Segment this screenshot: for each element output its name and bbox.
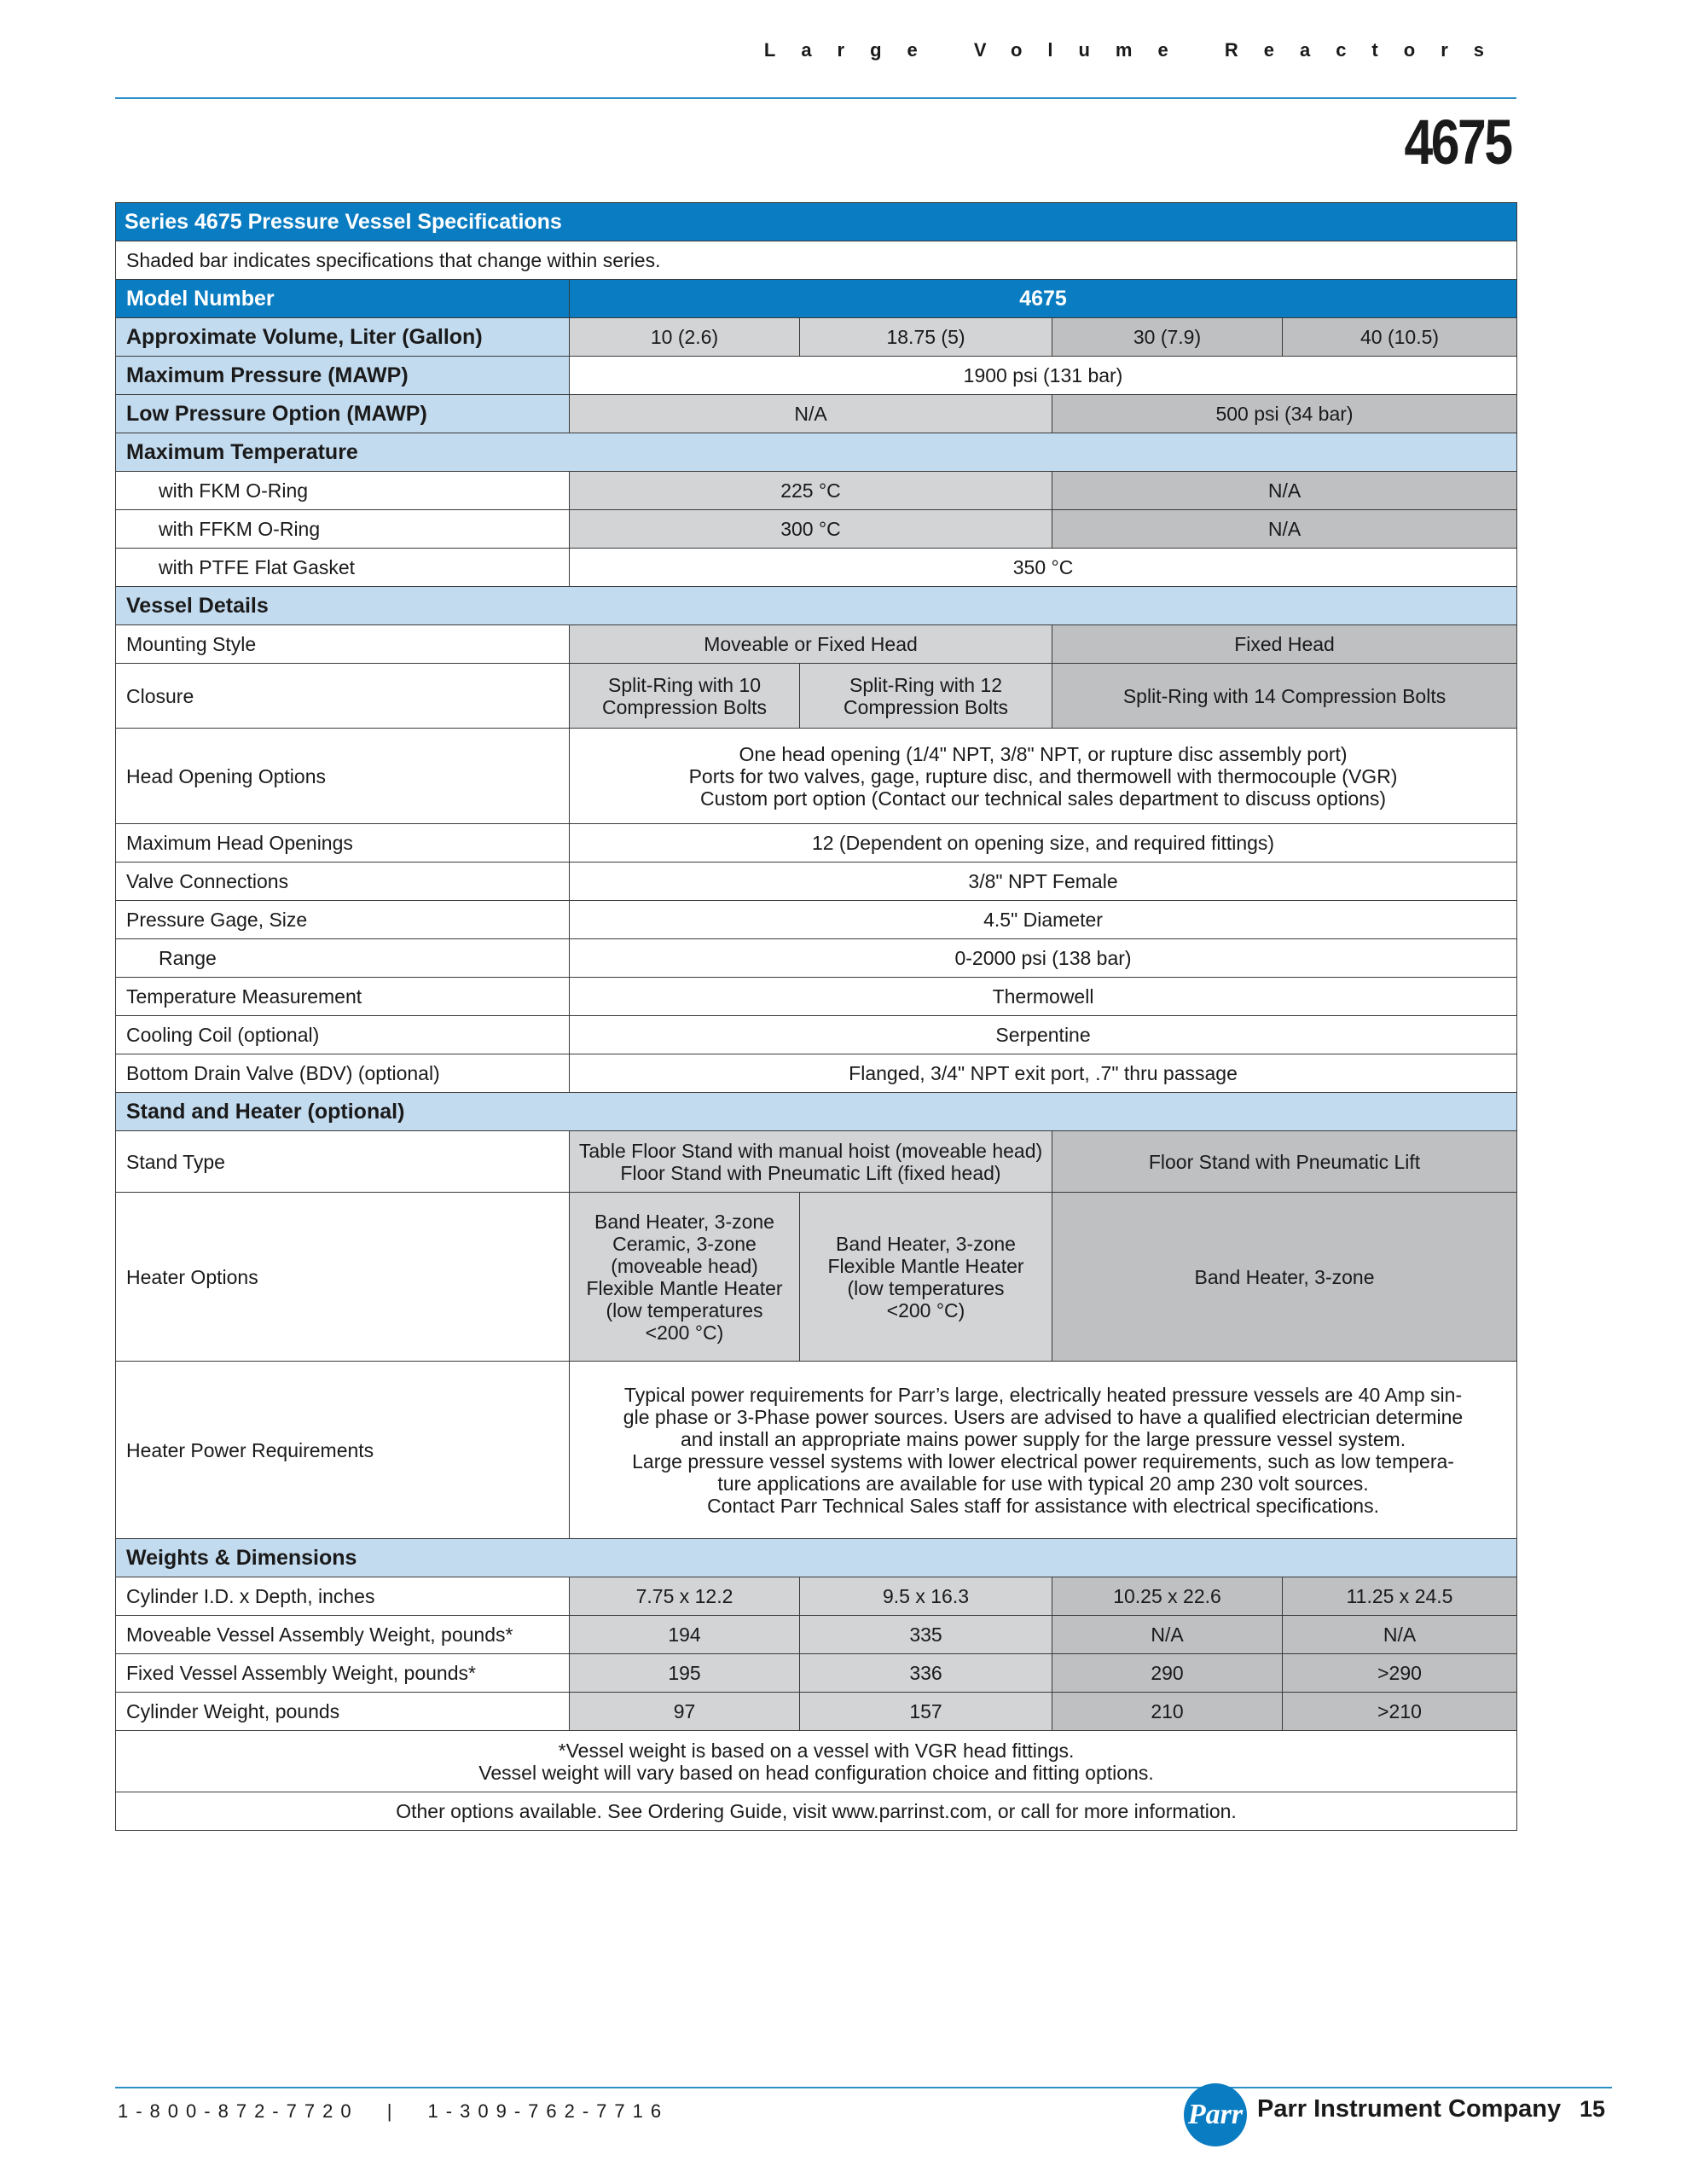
- stand-line: Floor Stand with Pneumatic Lift (fixed head): [620, 1161, 1001, 1184]
- temp-meas-value: Thermowell: [570, 978, 1517, 1016]
- stand-cell: [570, 1131, 1052, 1193]
- closure-line: Split-Ring with 12: [849, 673, 1002, 696]
- power-label: Heater Power Requirements: [116, 1362, 570, 1539]
- section-max-temperature: Maximum Temperature: [116, 433, 1517, 472]
- volume-cell: 30 (7.9): [1052, 318, 1283, 357]
- model-row: [116, 280, 1517, 318]
- footnote-line: Vessel weight will vary based on head configuration choice and fitting options.: [478, 1761, 1154, 1784]
- weight-cell: N/A: [1052, 1616, 1283, 1654]
- head-opening-label: Head Opening Options: [116, 729, 570, 824]
- heater-line: Band Heater, 3-zone: [594, 1210, 774, 1233]
- closure-line: Compression Bolts: [601, 695, 768, 718]
- ffkm-cell: N/A: [1052, 510, 1517, 549]
- power-line: ture applications are available for use with typical 20 amp 230 volt sources.: [717, 1472, 1369, 1495]
- temp-meas-label: Temperature Measurement: [116, 978, 570, 1016]
- heater-line: <200 °C): [886, 1298, 965, 1321]
- phone-numbers: [118, 2100, 669, 2123]
- power-line: Contact Parr Technical Sales staff for assistance with electrical specifications.: [707, 1494, 1379, 1517]
- table-title-row: [116, 203, 1517, 241]
- other-options: Other options available. See Ordering Guide, visit www.parrinst.com, or call for more information.: [116, 1792, 1517, 1831]
- heater-line: (moveable head): [611, 1254, 758, 1277]
- phone-direct: 1-309-762-7716: [427, 2100, 670, 2122]
- section-weights-dimensions: Weights & Dimensions: [116, 1539, 1517, 1577]
- weight-cell: N/A: [1283, 1616, 1517, 1654]
- table-note-row: [116, 241, 1517, 280]
- low-pressure-label: Low Pressure Option (MAWP): [116, 395, 570, 433]
- table-note: Shaded bar indicates specifications that change within series.: [116, 241, 1517, 280]
- valve-label: Valve Connections: [116, 863, 570, 901]
- stand-label: Stand Type: [116, 1131, 570, 1193]
- heater-line: (low temperatures: [606, 1298, 763, 1321]
- ffkm-label: with FFKM O-Ring: [116, 510, 570, 549]
- page-number: 15: [1580, 2096, 1606, 2122]
- range-label: Range: [116, 939, 570, 978]
- head-opening-line: One head opening (1/4" NPT, 3/8" NPT, or rupture disc assembly port): [739, 742, 1348, 765]
- weight-cell: >290: [1283, 1654, 1517, 1693]
- company-name: Parr Instrument Company: [1257, 2095, 1562, 2123]
- weight-label: Fixed Vessel Assembly Weight, pounds*: [116, 1654, 570, 1693]
- other-options-row: [116, 1792, 1517, 1831]
- section-row: [116, 1093, 1517, 1131]
- ptfe-label: with PTFE Flat Gasket: [116, 549, 570, 587]
- range-value: 0-2000 psi (138 bar): [570, 939, 1517, 978]
- head-opening-line: Custom port option (Contact our technical sales department to discuss options): [699, 787, 1387, 810]
- closure-line: Split-Ring with 10: [608, 673, 761, 696]
- max-pressure-label: Maximum Pressure (MAWP): [116, 357, 570, 395]
- gage-value: 4.5" Diameter: [570, 901, 1517, 939]
- phone-separator: |: [386, 2100, 400, 2122]
- volume-cell: 10 (2.6): [570, 318, 800, 357]
- volume-cell: 18.75 (5): [800, 318, 1052, 357]
- stand-cell: Floor Stand with Pneumatic Lift: [1052, 1131, 1517, 1193]
- heater-row: [116, 1193, 1517, 1362]
- heater-line: (low temperatures: [847, 1276, 1005, 1299]
- weight-cell: 335: [800, 1616, 1052, 1654]
- power-row: [116, 1362, 1517, 1539]
- section-vessel-details: Vessel Details: [116, 587, 1517, 625]
- max-head-row: [116, 824, 1517, 863]
- closure-cell: [570, 664, 800, 729]
- low-pressure-row: [116, 395, 1517, 433]
- closure-row: [116, 664, 1517, 729]
- gage-label: Pressure Gage, Size: [116, 901, 570, 939]
- heater-line: Flexible Mantle Heater: [586, 1276, 783, 1299]
- model-number-heading: 4675: [1404, 107, 1511, 177]
- fkm-cell: 225 °C: [570, 472, 1052, 510]
- max-head-label: Maximum Head Openings: [116, 824, 570, 863]
- power-line: Typical power requirements for Parr’s large, electrically heated pressure vessels are 40 Amp sin-: [623, 1383, 1463, 1406]
- weight-cell: 195: [570, 1654, 800, 1693]
- heater-line: Ceramic, 3-zone: [612, 1232, 757, 1255]
- closure-line: Compression Bolts: [843, 695, 1009, 718]
- cooling-row: [116, 1016, 1517, 1054]
- mounting-label: Mounting Style: [116, 625, 570, 664]
- fkm-cell: N/A: [1052, 472, 1517, 510]
- heater-cell: [800, 1193, 1052, 1362]
- power-line: Large pressure vessel systems with lower electrical power requirements, such as low tempera-: [632, 1449, 1454, 1472]
- section-stand-heater: Stand and Heater (optional): [116, 1093, 1517, 1131]
- mounting-cell: Moveable or Fixed Head: [570, 625, 1052, 664]
- footnote-cell: [116, 1731, 1517, 1792]
- cooling-value: Serpentine: [570, 1016, 1517, 1054]
- power-line: gle phase or 3-Phase power sources. Users are advised to have a qualified electrician determine: [623, 1405, 1464, 1428]
- heater-line: Flexible Mantle Heater: [827, 1254, 1024, 1277]
- closure-cell: [800, 664, 1052, 729]
- head-opening-line: Ports for two valves, gage, rupture disc, and thermowell with thermocouple (VGR): [688, 764, 1398, 787]
- power-cell: [570, 1362, 1517, 1539]
- low-pressure-cell: 500 psi (34 bar): [1052, 395, 1517, 433]
- weight-cell: 9.5 x 16.3: [800, 1577, 1052, 1616]
- weight-cell: 290: [1052, 1654, 1283, 1693]
- weight-cell: 7.75 x 12.2: [570, 1577, 800, 1616]
- weight-cell: 10.25 x 22.6: [1052, 1577, 1283, 1616]
- max-head-value: 12 (Dependent on opening size, and required fittings): [570, 824, 1517, 863]
- temp-meas-row: [116, 978, 1517, 1016]
- bdv-label: Bottom Drain Valve (BDV) (optional): [116, 1054, 570, 1093]
- weight-label: Cylinder Weight, pounds: [116, 1693, 570, 1731]
- power-line: and install an appropriate mains power supply for the large pressure vessel system.: [680, 1427, 1406, 1450]
- max-pressure-row: [116, 357, 1517, 395]
- footnote-line: *Vessel weight is based on a vessel with VGR head fittings.: [558, 1739, 1075, 1762]
- running-head: Large Volume Reactors: [763, 39, 1510, 61]
- heater-cell: Band Heater, 3-zone: [1052, 1193, 1517, 1362]
- heater-line: <200 °C): [645, 1321, 724, 1344]
- cooling-label: Cooling Coil (optional): [116, 1016, 570, 1054]
- section-row: [116, 587, 1517, 625]
- ptfe-row: [116, 549, 1517, 587]
- mounting-row: [116, 625, 1517, 664]
- heater-cell: [570, 1193, 800, 1362]
- ptfe-value: 350 °C: [570, 549, 1517, 587]
- fkm-label: with FKM O-Ring: [116, 472, 570, 510]
- low-pressure-cell: N/A: [570, 395, 1052, 433]
- ffkm-row: [116, 510, 1517, 549]
- bdv-value: Flanged, 3/4" NPT exit port, .7" thru passage: [570, 1054, 1517, 1093]
- model-label: Model Number: [116, 280, 570, 318]
- max-pressure-value: 1900 psi (131 bar): [570, 357, 1517, 395]
- weight-cell: 97: [570, 1693, 800, 1731]
- stand-row: [116, 1131, 1517, 1193]
- weight-cell: 210: [1052, 1693, 1283, 1731]
- section-row: [116, 1539, 1517, 1577]
- weight-cell: 194: [570, 1616, 800, 1654]
- weight-row: [116, 1654, 1517, 1693]
- weight-cell: 336: [800, 1654, 1052, 1693]
- valve-row: [116, 863, 1517, 901]
- gage-row: [116, 901, 1517, 939]
- table-title: Series 4675 Pressure Vessel Specifications: [116, 203, 1517, 241]
- fkm-row: [116, 472, 1517, 510]
- head-opening-row: [116, 729, 1517, 824]
- weight-row: [116, 1693, 1517, 1731]
- bottom-rule: [115, 2087, 1612, 2088]
- weight-cell: 157: [800, 1693, 1052, 1731]
- top-rule: [115, 97, 1516, 99]
- volume-row: [116, 318, 1517, 357]
- heater-line: Band Heater, 3-zone: [836, 1232, 1016, 1255]
- weight-cell: 11.25 x 24.5: [1283, 1577, 1517, 1616]
- weight-row: [116, 1616, 1517, 1654]
- spec-table: [115, 202, 1517, 1831]
- weight-label: Moveable Vessel Assembly Weight, pounds*: [116, 1616, 570, 1654]
- weight-row: [116, 1577, 1517, 1616]
- closure-label: Closure: [116, 664, 570, 729]
- volume-label: Approximate Volume, Liter (Gallon): [116, 318, 570, 357]
- phone-tollfree: 1-800-872-7720: [118, 2100, 359, 2122]
- weight-label: Cylinder I.D. x Depth, inches: [116, 1577, 570, 1616]
- weight-cell: >210: [1283, 1693, 1517, 1731]
- bdv-row: [116, 1054, 1517, 1093]
- volume-cell: 40 (10.5): [1283, 318, 1517, 357]
- ffkm-cell: 300 °C: [570, 510, 1052, 549]
- head-opening-cell: [570, 729, 1517, 824]
- mounting-cell: Fixed Head: [1052, 625, 1517, 664]
- model-value: 4675: [570, 280, 1517, 318]
- valve-value: 3/8" NPT Female: [570, 863, 1517, 901]
- section-row: [116, 433, 1517, 472]
- stand-line: Table Floor Stand with manual hoist (moveable head): [578, 1139, 1043, 1162]
- closure-cell: Split-Ring with 14 Compression Bolts: [1052, 664, 1517, 729]
- parr-logo: Parr: [1184, 2083, 1247, 2146]
- heater-label: Heater Options: [116, 1193, 570, 1362]
- footnote-row: [116, 1731, 1517, 1792]
- range-row: [116, 939, 1517, 978]
